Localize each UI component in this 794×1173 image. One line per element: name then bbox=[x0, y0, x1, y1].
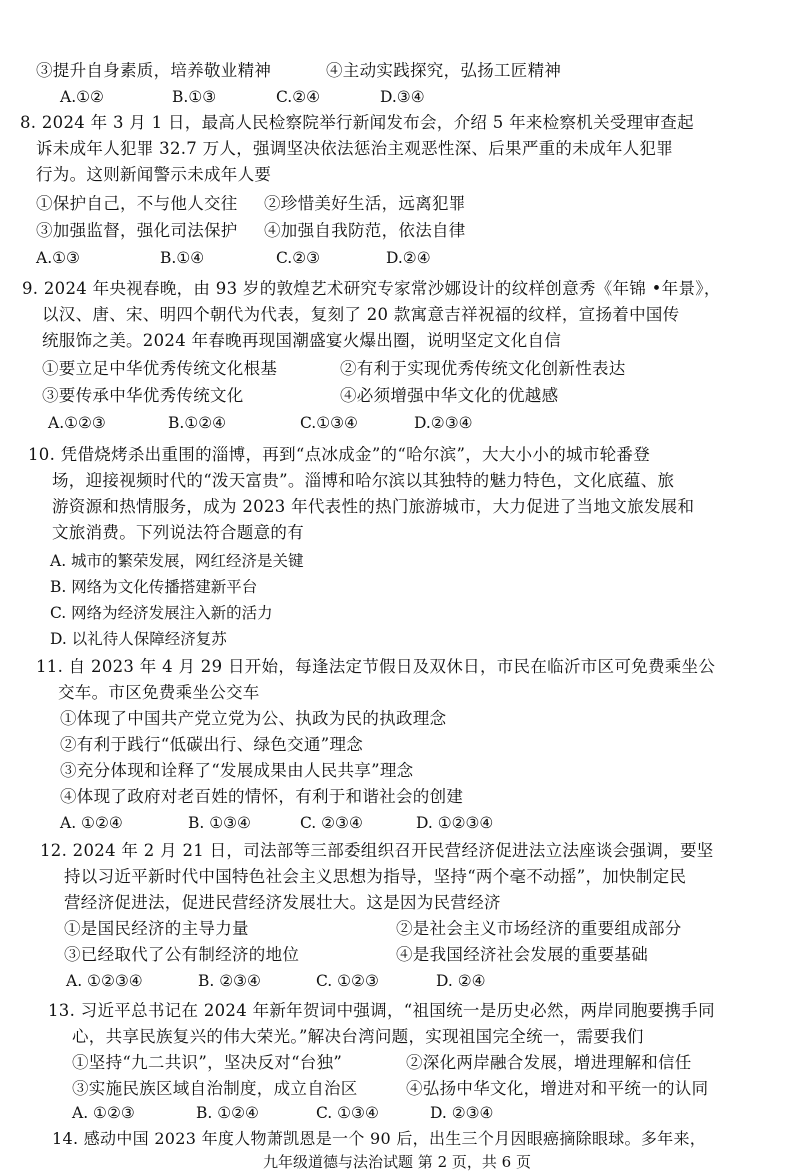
q13-item-4: ④弘扬中华文化，增进对和平统一的认同 bbox=[406, 1079, 709, 1098]
q8-option-d: D.②④ bbox=[386, 249, 431, 267]
q8-stem-line-3: 行为。这则新闻警示未成年人要 bbox=[36, 165, 272, 184]
q10-option-c: C. 网络为经济发展注入新的活力 bbox=[50, 604, 273, 622]
q11-item-4: ④体现了政府对老百姓的情怀，有利于和谐社会的创建 bbox=[60, 787, 464, 806]
q11-option-a: A. ①②④ bbox=[60, 814, 123, 832]
q8-stem-line-1: 8. 2024 年 3 月 1 日，最高人民检察院举行新闻发布会，介绍 5 年来检察机关受理审查起 bbox=[20, 113, 694, 132]
q7-item-3: ③提升自身素质，培养敬业精神 bbox=[36, 61, 272, 80]
q8-item-1: ①保护自己，不与他人交往 bbox=[36, 194, 238, 213]
q8-option-b: B.①④ bbox=[160, 249, 205, 267]
q10-option-d: D. 以礼待人保障经济复苏 bbox=[50, 630, 227, 648]
q9-option-b: B.①②④ bbox=[168, 414, 227, 432]
q8-item-2: ②珍惜美好生活，远离犯罪 bbox=[264, 194, 466, 213]
q10-option-a: A. 城市的繁荣发展，网红经济是关键 bbox=[50, 552, 304, 570]
q13-item-2: ②深化两岸融合发展，增进理解和信任 bbox=[406, 1053, 692, 1072]
q9-item-1: ①要立足中华优秀传统文化根基 bbox=[42, 359, 278, 378]
q9-option-a: A.①②③ bbox=[48, 414, 106, 432]
q12-option-d: D. ②④ bbox=[436, 972, 486, 990]
q9-item-3: ③要传承中华优秀传统文化 bbox=[42, 386, 244, 405]
q10-stem-line-2: 场，迎接视频时代的“泼天富贵”。淄博和哈尔滨以其独特的魅力特色，文化底蕴、旅 bbox=[52, 471, 675, 490]
q11-item-2: ②有利于践行“低碳出行、绿色交通”理念 bbox=[60, 735, 364, 754]
q8-item-3: ③加强监督，强化司法保护 bbox=[36, 221, 238, 240]
q14-stem-line-1: 14. 感动中国 2023 年度人物萧凯恩是一个 90 后，出生三个月因眼癌摘除眼球。多年来， bbox=[52, 1129, 707, 1148]
q13-item-1: ①坚持“九二共识”，坚决反对“台独” bbox=[72, 1053, 343, 1072]
q12-stem-line-2: 持以习近平新时代中国特色社会主义思想为指导，坚持“两个毫不动摇”，加快制定民 bbox=[64, 867, 687, 886]
q12-option-b: B. ②③④ bbox=[198, 972, 261, 990]
q12-stem-line-1: 12. 2024 年 2 月 21 日，司法部等三部委组织召开民营经济促进法立法座谈会强调，要坚 bbox=[40, 841, 714, 860]
q7-option-b: B.①③ bbox=[172, 88, 217, 106]
q13-stem-line-1: 13. 习近平总书记在 2024 年新年贺词中强调，“祖国统一是历史必然，两岸同胞要携手同 bbox=[48, 1001, 715, 1020]
q11-item-3: ③充分体现和诠释了“发展成果由人民共享”理念 bbox=[60, 761, 414, 780]
q12-item-4: ④是我国经济社会发展的重要基础 bbox=[396, 945, 648, 964]
q7-option-d: D.③④ bbox=[380, 88, 425, 106]
q11-stem-line-2: 交车。市区免费乘坐公交车 bbox=[58, 683, 260, 702]
page-footer: 九年级道德与法治试题 第 2 页，共 6 页 bbox=[263, 1153, 531, 1171]
q12-option-c: C. ①②③ bbox=[316, 972, 379, 990]
q13-item-3: ③实施民族区域自治制度，成立自治区 bbox=[72, 1079, 358, 1098]
q9-item-2: ②有利于实现优秀传统文化创新性表达 bbox=[340, 359, 626, 378]
q8-option-c: C.②③ bbox=[276, 249, 321, 267]
q12-item-1: ①是国民经济的主导力量 bbox=[64, 919, 249, 938]
q11-option-d: D. ①②③④ bbox=[416, 814, 494, 832]
q12-stem-line-3: 营经济促进法，促进民营经济发展壮大。这是因为民营经济 bbox=[64, 893, 501, 912]
q10-stem-line-3: 游资源和热情服务，成为 2023 年代表性的热门旅游城市，大力促进了当地文旅发展和 bbox=[52, 497, 695, 516]
q9-option-c: C.①③④ bbox=[300, 414, 358, 432]
q10-stem-line-4: 文旅消费。下列说法符合题意的有 bbox=[52, 523, 304, 542]
q11-stem-line-1: 11. 自 2023 年 4 月 29 日开始，每逢法定节假日及双休日，市民在临沂市区可免费乘坐公 bbox=[36, 657, 716, 676]
q13-stem-line-2: 心，共享民族复兴的伟大荣光。”解决台湾问题，实现祖国完全统一，需要我们 bbox=[72, 1027, 644, 1046]
q11-option-c: C. ②③④ bbox=[300, 814, 363, 832]
q9-option-d: D.②③④ bbox=[414, 414, 473, 432]
q12-item-3: ③已经取代了公有制经济的地位 bbox=[64, 945, 300, 964]
q11-item-1: ①体现了中国共产党立党为公、执政为民的执政理念 bbox=[60, 709, 447, 728]
q9-stem-line-3: 统服饰之美。2024 年春晚再现国潮盛宴火爆出圈，说明坚定文化自信 bbox=[42, 331, 562, 350]
q10-option-b: B. 网络为文化传播搭建新平台 bbox=[50, 578, 258, 596]
q9-stem-line-1: 9. 2024 年央视春晚，由 93 岁的敦煌艺术研究专家常沙娜设计的纹样创意秀《年锦 •年景》， bbox=[22, 279, 721, 298]
q8-option-a: A.①③ bbox=[36, 249, 80, 267]
q13-option-d: D. ②③④ bbox=[430, 1104, 494, 1122]
q9-item-4: ④必须增强中华文化的优越感 bbox=[340, 386, 559, 405]
q7-option-c: C.②④ bbox=[276, 88, 321, 106]
q8-stem-line-2: 诉未成年人犯罪 32.7 万人，强调坚决依法惩治主观恶性深、后果严重的未成年人犯罪 bbox=[36, 139, 674, 158]
q13-option-a: A. ①②③ bbox=[72, 1104, 135, 1122]
q9-stem-line-2: 以汉、唐、宋、明四个朝代为代表，复刻了 20 款寓意吉祥祝福的纹样，宣扬着中国传 bbox=[42, 305, 680, 324]
q12-option-a: A. ①②③④ bbox=[66, 972, 143, 990]
q7-option-a: A.①② bbox=[60, 88, 104, 106]
q13-option-c: C. ①③④ bbox=[316, 1104, 379, 1122]
q13-option-b: B. ①②④ bbox=[196, 1104, 259, 1122]
q10-stem-line-1: 10. 凭借烧烤杀出重围的淄博，再到“点冰成金”的“哈尔滨”，大大小小的城市轮番登 bbox=[28, 445, 651, 464]
q8-item-4: ④加强自我防范，依法自律 bbox=[264, 221, 466, 240]
q12-item-2: ②是社会主义市场经济的重要组成部分 bbox=[396, 919, 682, 938]
q11-option-b: B. ①③④ bbox=[188, 814, 251, 832]
q7-item-4: ④主动实践探究，弘扬工匠精神 bbox=[326, 61, 562, 80]
